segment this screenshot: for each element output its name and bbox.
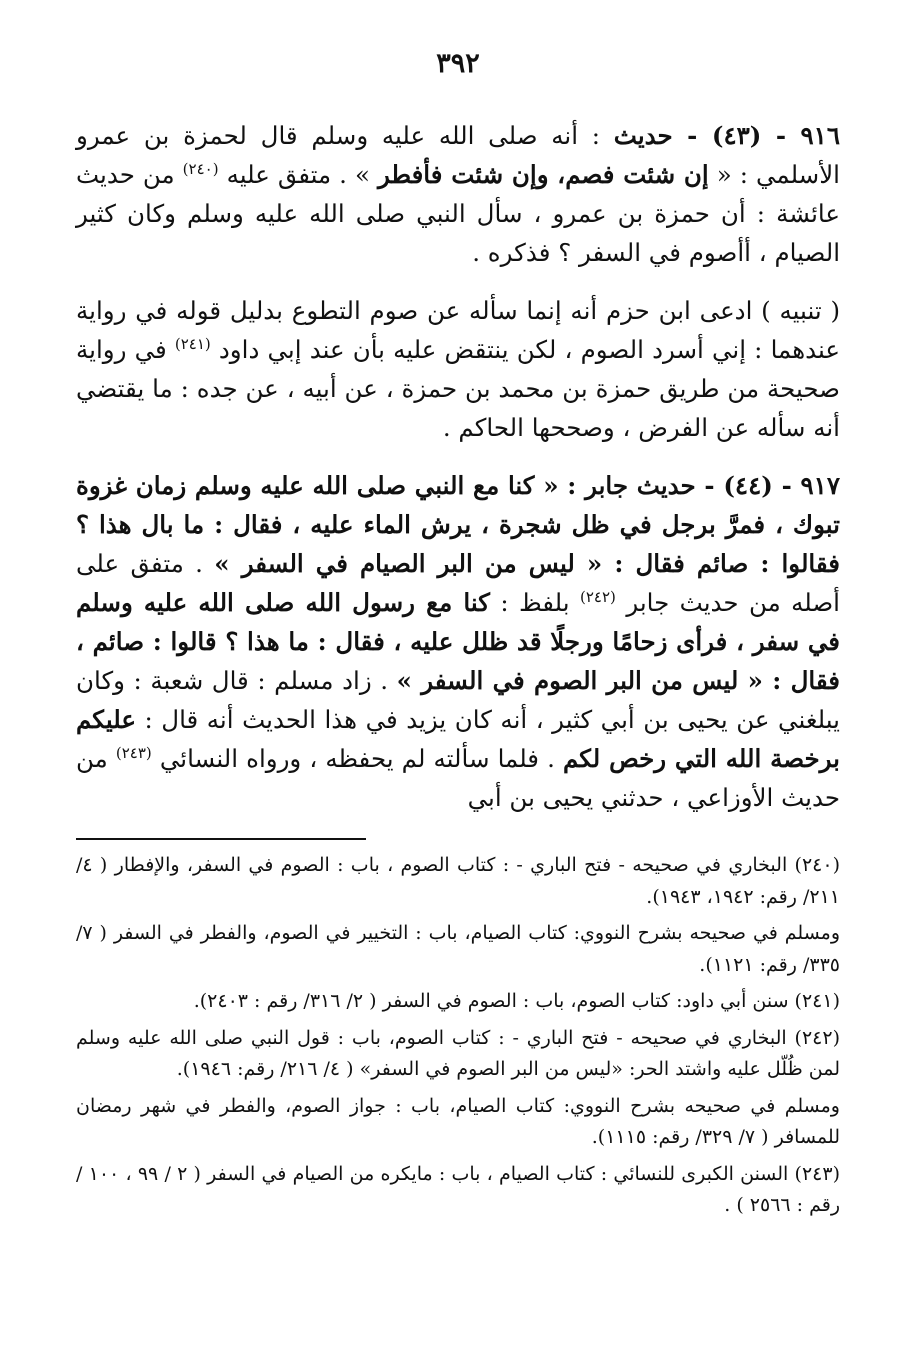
hadith-text: ٩١٧ - (٤٤) - حديث جابر : « كنا مع النبي صلى الله عليه وسلم زمان غزوة تبوك ، فمرَّ برجل في ظل شجرة ، يرش الماء عليه ، فقال : ما بال هذا ؟ فقالوا : صائم فقال : « ليس من البر الصيام في السفر » bbox=[76, 471, 840, 578]
paragraph bbox=[76, 116, 840, 272]
footnote: (٢٤٣) السنن الكبرى للنسائي : كتاب الصيام ، باب : مايكره من الصيام في السفر ( ٢ / ٩٩ ، ١٠٠ / رقم : ٢٥٦٦ ) . bbox=[76, 1162, 840, 1216]
text-segment: . متفق على أصله من حديث جابر bbox=[76, 549, 840, 617]
footnote: (٢٤١) سنن أبي داود: كتاب الصوم، باب : الصوم في السفر ( ٢/ ٣١٦/ رقم : ٢٤٠٣). bbox=[193, 990, 840, 1012]
footnote: (٢٤٢) البخاري في صحيحه - فتح الباري - : كتاب الصوم، باب : قول النبي صلى الله عليه وسلم لمن ظُلّل عليه واشتد الحر: «ليس من البر الصوم في السفر» ( ٤/ ٢١٦/ رقم: ١٩٤٦). bbox=[76, 1026, 840, 1080]
footnote-ref: (٢٤١) bbox=[174, 334, 211, 353]
text-segment: : أنه صلى الله عليه وسلم قال لحمزة بن عمرو الأسلمي : « bbox=[76, 121, 840, 189]
page-number: ٣٩٢ bbox=[436, 48, 480, 79]
footnote-ref: (٢٤٢) bbox=[580, 587, 616, 606]
text-segment: من حديث عائشة : أن حمزة بن عمرو ، سأل النبي صلى الله عليه وسلم وكان كثير الصيام ، أأصوم في السفر ؟ فذكره . bbox=[76, 160, 840, 267]
text-segment: » . متفق عليه bbox=[218, 160, 378, 189]
footnote: (٢٤٠) البخاري في صحيحه - فتح الباري - : كتاب الصوم ، باب : الصوم في السفر، والإفطار ( ٤/ ٢١١/ رقم: ١٩٤٢، ١٩٤٣). bbox=[76, 854, 840, 908]
hadith-text: إن شئت فصم، وإن شئت فأفطر bbox=[377, 160, 709, 189]
main-text bbox=[76, 116, 840, 817]
footnote-separator bbox=[76, 838, 366, 840]
text-segment: في رواية صحيحة من طريق حمزة بن محمد بن حمزة ، عن أبيه ، عن جده : ما يقتضي أنه سأله عن الفرض ، وصححها الحاكم . bbox=[76, 335, 840, 442]
text-segment: من حديث الأوزاعي ، حدثني يحيى بن أبي bbox=[76, 744, 840, 812]
footnote-ref: (٢٤٠) bbox=[182, 159, 219, 178]
text-segment: بلفظ : bbox=[489, 588, 581, 617]
hadith-text: ٩١٦ - (٤٣) - حديث bbox=[613, 121, 840, 150]
hadith-text: كنا مع رسول الله صلى الله عليه وسلم في سفر ، فرأى زحامًا ورجلًا قد ظلل عليه ، فقال : ما هذا ؟ قالوا : صائم ، فقال : « ليس من البر الصوم في السفر » bbox=[76, 588, 840, 695]
text-segment: . زاد مسلم : قال شعبة : وكان يبلغني عن يحيى بن أبي كثير ، أنه كان يزيد في هذا الحديث أنه قال : bbox=[76, 666, 840, 734]
footnote: ومسلم في صحيحه بشرح النووي: كتاب الصيام، باب : التخيير في الصوم، والفطر في السفر ( ٧/ ٣٣٥/ رقم: ١١٢١). bbox=[76, 922, 840, 976]
footnotes bbox=[76, 850, 840, 1222]
text-segment: . فلما سألته لم يحفظه ، ورواه النسائي bbox=[151, 744, 563, 773]
hadith-text: عليكم برخصة الله التي رخص لكم bbox=[76, 705, 840, 773]
footnote-ref: (٢٤٣) bbox=[115, 743, 152, 762]
text-segment: ( تنبيه ) ادعى ابن حزم أنه إنما سأله عن صوم التطوع بدليل قوله في رواية عندهما : إني أسرد الصوم ، لكن ينتقض عليه بأن عند إبي داود bbox=[76, 296, 840, 364]
footnote: ومسلم في صحيحه بشرح النووي: كتاب الصيام، باب : جواز الصوم، والفطر في شهر رمضان للمسافر ( ٧/ ٣٢٩/ رقم: ١١١٥). bbox=[76, 1094, 840, 1148]
paragraph bbox=[76, 291, 840, 447]
footnote-separator-wrap bbox=[76, 838, 840, 840]
paragraph bbox=[76, 466, 840, 817]
